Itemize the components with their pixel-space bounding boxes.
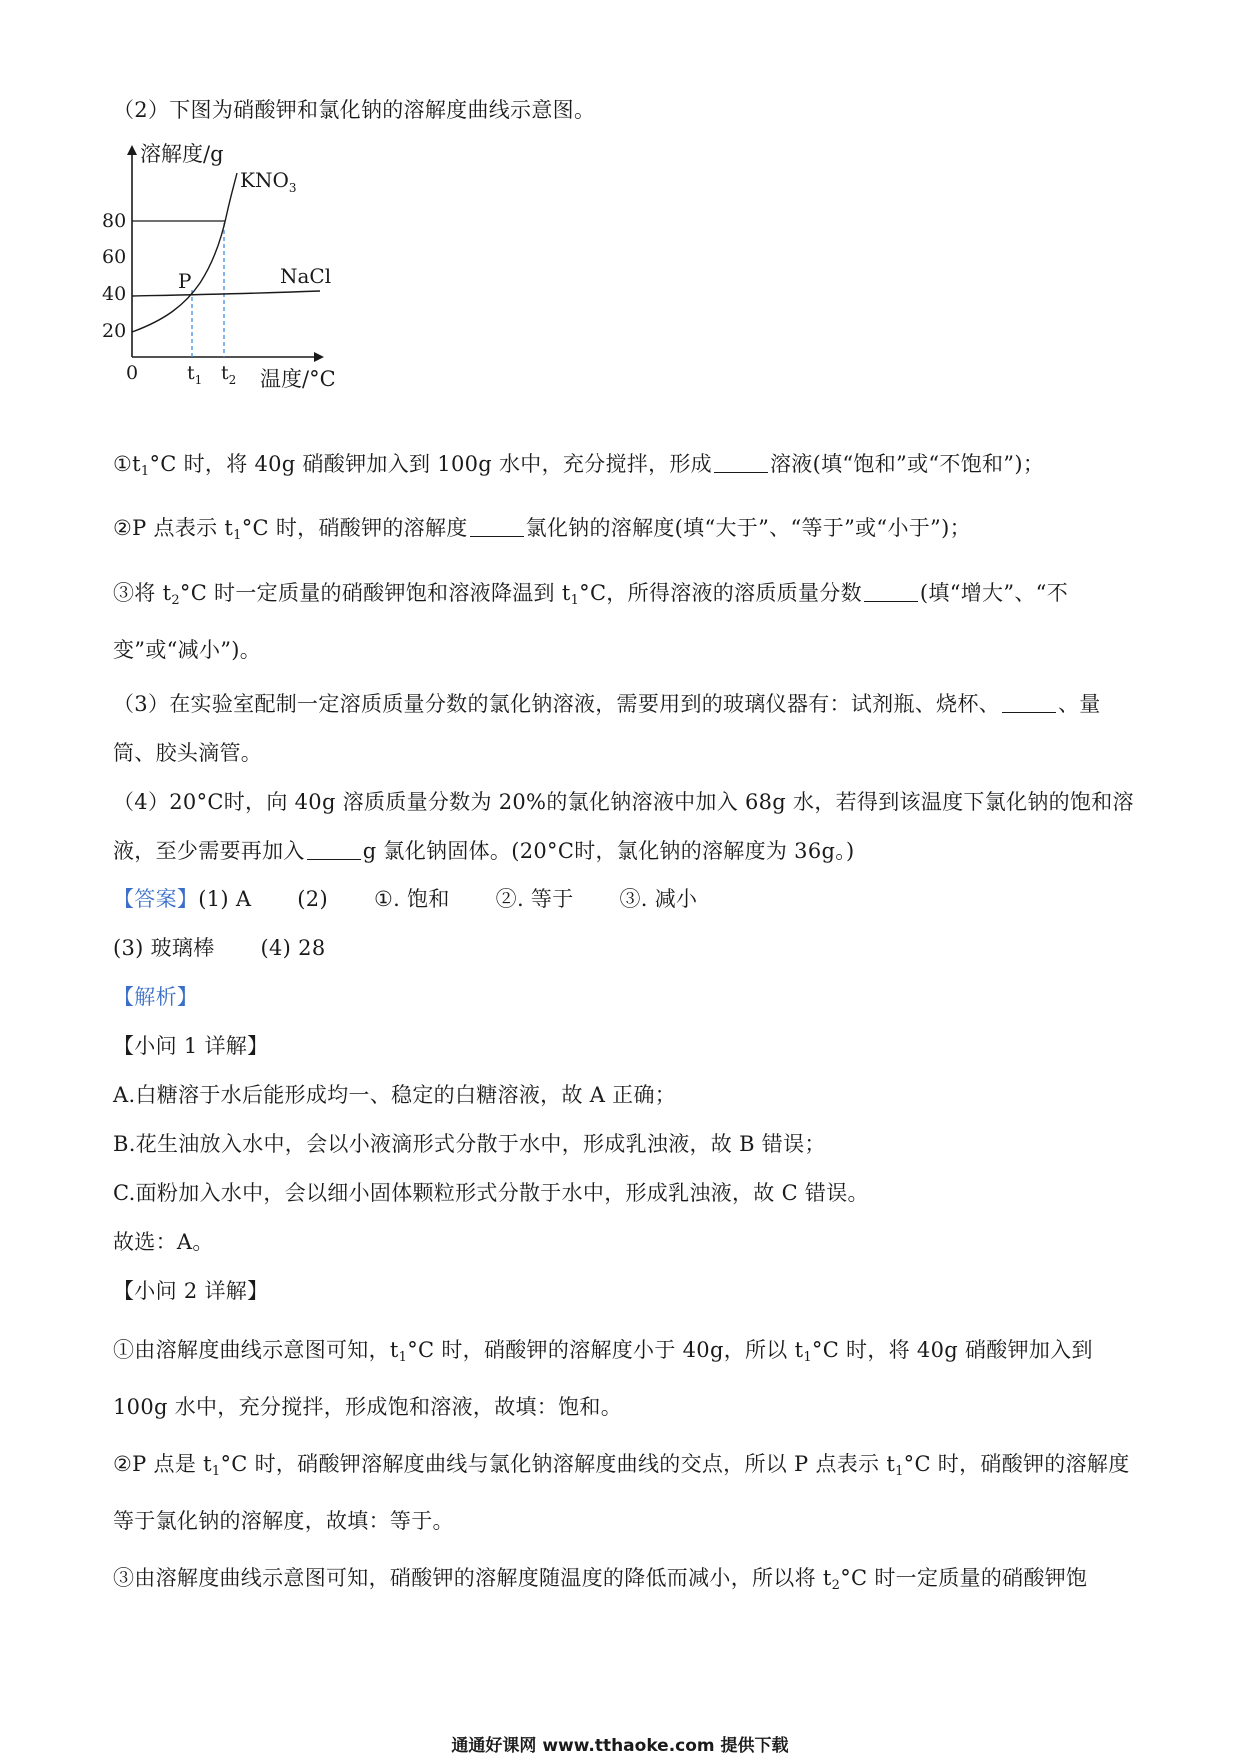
question-2b: ②P 点表示 $t_1^\circ C$ 时，硝酸钾的溶解度 氯化钠的溶解度(填“大于”、“等于”或“小于”)；	[113, 516, 971, 543]
y-tick-60: 60	[102, 246, 127, 268]
nacl-curve	[132, 291, 320, 296]
question-2a: $①t_1^\circ C$ 时，将 40g 硝酸钾加入到 100g 水中，充分搅拌，形成 溶液(填“饱和”或“不饱和”)；	[113, 452, 1045, 479]
answer-blank[interactable]	[470, 516, 524, 537]
x-tick-t1: $t_1$	[187, 362, 203, 387]
question-4: （4）20°C时，向 40g 溶质质量分数为 20%的氯化钠溶液中加入 68g 水，若得到该温度下氯化钠的饱和溶	[113, 790, 1134, 814]
sub2-title: 【小问 2 详解】	[113, 1279, 269, 1303]
x-tick-t2: $t_2$	[221, 362, 237, 387]
sub2-p3: ③由溶解度曲线示意图可知，硝酸钾的溶解度随温度的降低而减小，所以将 $t_2^\circ C$ 时一定质量的硝酸钾饱	[113, 1566, 1088, 1593]
question-3: （3）在实验室配制一定溶质质量分数的氯化钠溶液，需要用到的玻璃仪器有：试剂瓶、烧杯、 、量	[113, 692, 1101, 716]
series-label-kno3: $KNO_3$	[240, 168, 297, 195]
series-label-nacl: NaCl	[280, 264, 332, 288]
sub2-p2: ②P 点是 $t_1^\circ C$ 时，硝酸钾溶解度曲线与氯化钠溶解度曲线的交点，所以 P 点表示 $t_1^\circ C$ 时，硝酸钾的溶解度	[113, 1452, 1130, 1479]
point-p-label: P	[178, 269, 192, 293]
kno3-curve	[132, 173, 237, 332]
sub1-title: 【小问 1 详解】	[113, 1034, 269, 1058]
answer-line-1: 【答案】(1) A (2) ①. 饱和 ②. 等于 ③. 减小	[113, 887, 698, 911]
sub1-a: A.白糖溶于水后能形成均一、稳定的白糖溶液，故 A 正确；	[113, 1083, 677, 1107]
page-footer: 通通好课网 www.tthaoke.com 提供下载	[451, 1736, 789, 1756]
sub1-c: C.面粉加入水中，会以细小固体颗粒形式分散于水中，形成乳浊液，故 C 错误。	[113, 1181, 869, 1205]
x-axis-arrow	[314, 352, 324, 362]
question-2c: ③将 $t_2^\circ C$ 时一定质量的硝酸钾饱和溶液降温到 $t_1^\circ C$，所得溶液的溶质质量分数 (填“增大”、“不	[113, 581, 1069, 608]
y-tick-20: 20	[102, 320, 127, 342]
answer-tag: 【答案】	[113, 887, 199, 911]
answer-blank[interactable]	[307, 839, 361, 860]
y-tick-80: 80	[102, 210, 127, 232]
answer-blank[interactable]	[714, 452, 768, 473]
solubility-chart	[102, 142, 350, 393]
question-4-cont: 液，至少需要再加入 g 氯化钠固体。(20°C时，氯化钠的溶解度为 36g。)	[113, 839, 855, 863]
y-axis-label: 溶解度/g	[140, 142, 224, 166]
sub2-p1: ①由溶解度曲线示意图可知，$t_1^\circ C$ 时，硝酸钾的溶解度小于 40g，所以 $t_1^\circ C$ 时，将 40g 硝酸钾加入到	[113, 1338, 1093, 1365]
question-3-cont: 筒、胶头滴管。	[113, 741, 263, 765]
analysis-tag: 【解析】	[113, 985, 199, 1009]
sub2-p2-cont: 等于氯化钠的溶解度，故填：等于。	[113, 1509, 454, 1533]
question-2c-cont: 变”或“减小”)。	[113, 638, 262, 662]
origin-label: 0	[126, 362, 139, 384]
sub2-p1-cont: 100g 水中，充分搅拌，形成饱和溶液，故填：饱和。	[113, 1395, 622, 1419]
answer-blank[interactable]	[1002, 692, 1056, 713]
answer-line-2: (3) 玻璃棒 (4) 28	[113, 936, 326, 960]
sub1-d: 故选：A。	[113, 1230, 214, 1254]
y-tick-40: 40	[102, 283, 127, 305]
y-axis-arrow	[127, 145, 137, 155]
answer-blank[interactable]	[864, 581, 918, 602]
q2-intro: （2）下图为硝酸钾和氯化钠的溶解度曲线示意图。	[113, 98, 596, 122]
x-axis-label: 温度/°C	[260, 367, 336, 391]
sub1-b: B.花生油放入水中，会以小液滴形式分散于水中，形成乳浊液，故 B 错误；	[113, 1132, 826, 1156]
